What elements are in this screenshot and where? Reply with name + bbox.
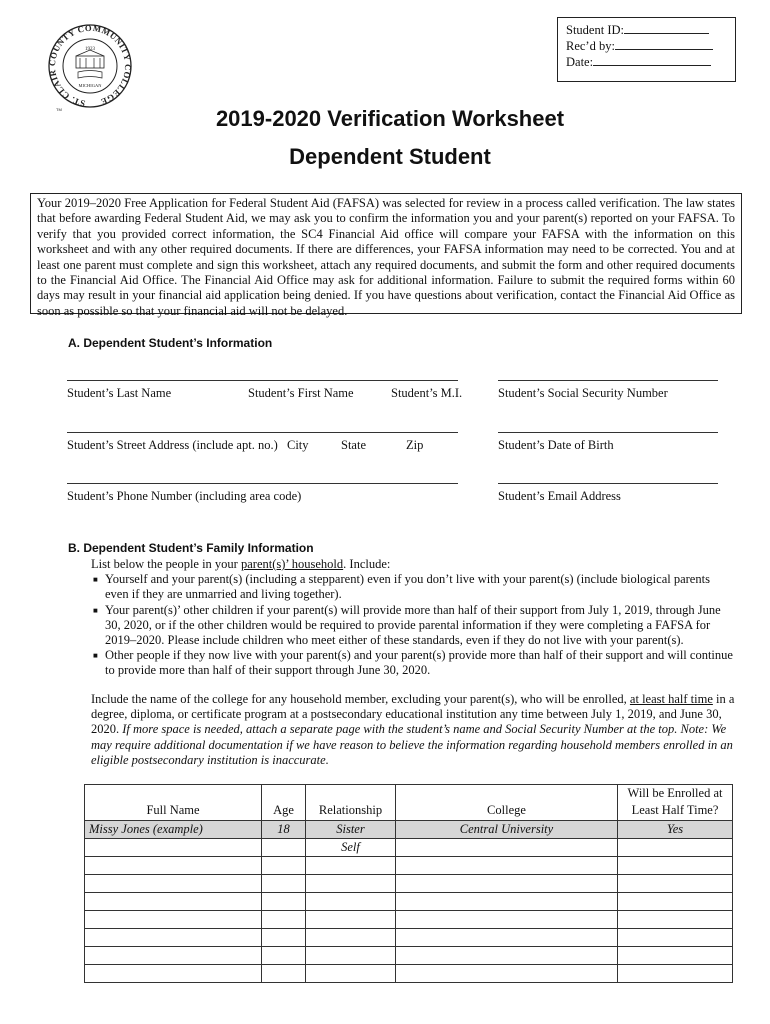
college-cell[interactable]	[396, 947, 618, 965]
enrolled-cell[interactable]	[618, 929, 733, 947]
student-id-field[interactable]	[624, 22, 709, 34]
college-cell[interactable]	[396, 875, 618, 893]
page-title	[150, 100, 630, 176]
section-b-title: B. Dependent Student’s Family Information	[68, 541, 314, 555]
last-name-label: Student’s Last Name	[67, 386, 172, 400]
household-table	[84, 784, 733, 983]
phone-label: Student’s Phone Number (including area code)	[67, 489, 302, 503]
ssn-field-line[interactable]	[498, 380, 718, 381]
address-fields-line[interactable]	[67, 432, 458, 433]
ssn-label: Student’s Social Security Number	[498, 386, 668, 400]
svg-text:1923: 1923	[85, 47, 95, 52]
example-college: Central University	[396, 821, 618, 839]
enrolled-cell[interactable]	[618, 893, 733, 911]
example-relationship: Sister	[306, 821, 396, 839]
table-row	[85, 965, 733, 983]
relationship-cell[interactable]	[306, 911, 396, 929]
enrolled-cell[interactable]	[618, 947, 733, 965]
header-college: College	[396, 785, 618, 821]
age-cell[interactable]	[262, 839, 306, 857]
college-cell[interactable]	[396, 839, 618, 857]
college-cell[interactable]	[396, 911, 618, 929]
date-field[interactable]	[593, 54, 711, 66]
table-row-example	[85, 821, 733, 839]
college-cell[interactable]	[396, 857, 618, 875]
email-label: Student’s Email Address	[498, 489, 621, 503]
enrolled-cell[interactable]	[618, 875, 733, 893]
relationship-cell[interactable]	[306, 893, 396, 911]
age-cell[interactable]	[262, 875, 306, 893]
state-label: State	[341, 438, 366, 452]
header-full-name: Full Name	[85, 785, 262, 821]
name-cell[interactable]	[85, 965, 262, 983]
college-cell[interactable]	[396, 893, 618, 911]
table-row	[85, 857, 733, 875]
header-age: Age	[262, 785, 306, 821]
name-cell[interactable]	[85, 875, 262, 893]
phone-field-line[interactable]	[67, 483, 458, 484]
date-label: Date:	[566, 55, 594, 69]
dob-field-line[interactable]	[498, 432, 718, 433]
college-cell[interactable]	[396, 929, 618, 947]
svg-text:TM: TM	[56, 107, 62, 112]
svg-text:MICHIGAN: MICHIGAN	[78, 83, 102, 88]
household-instructions	[91, 557, 736, 679]
table-row	[85, 929, 733, 947]
age-cell[interactable]	[262, 929, 306, 947]
age-cell[interactable]	[262, 911, 306, 929]
recd-by-field[interactable]	[615, 38, 713, 50]
email-field-line[interactable]	[498, 483, 718, 484]
header-enrolled: Will be Enrolled at Least Half Time?	[618, 785, 733, 821]
age-cell[interactable]	[262, 947, 306, 965]
table-row	[85, 839, 733, 857]
name-cell[interactable]	[85, 893, 262, 911]
age-cell[interactable]	[262, 857, 306, 875]
college-instructions: Include the name of the college for any household member, excluding your parent(s), who will be enrolled, at least half time in a degree, diploma, or certificate program at a postsecondary educational institution any time between July 1, 2019, and June 30, 2020. If more space is needed, attach a separate page with the student’s name and Social Security Number at the top. Note: We may require additional documentation if we have reason to believe the information regarding household members enrolled in an eligible postsecondary institution is inaccurate.	[91, 692, 735, 767]
enrolled-cell[interactable]	[618, 857, 733, 875]
bullet-item: ■ Yourself and your parent(s) (including a stepparent) even if you don’t live with your parent(s) (include biological parents even if they are unmarried and living together).	[93, 572, 710, 602]
enrolled-cell[interactable]	[618, 911, 733, 929]
age-cell[interactable]	[262, 893, 306, 911]
mi-label: Student’s M.I.	[391, 386, 463, 400]
household-intro: List below the people in your parent(s)’ household. Include:	[91, 557, 391, 571]
student-id-label: Student ID:	[566, 23, 624, 37]
relationship-cell[interactable]	[306, 875, 396, 893]
table-row	[85, 911, 733, 929]
zip-label: Zip	[406, 438, 424, 452]
bullet-item: ■ Your parent(s)’ other children if your parent(s) will provide more than half of their support from July 1, 2019, through June 30, 2020, or if the other children would be required to provide parental information if they were completing a FAFSA for 2019–2020. Please include children who meet either of these standards, even if they do not live with your parent(s).	[93, 602, 721, 648]
title-line-1: 2019-2020 Verification Worksheet	[215, 106, 565, 131]
intro-text: Your 2019–2020 Free Application for Federal Student Aid (FAFSA) was selected for review in a process called verification. The law states that before awarding Federal Student Aid, we may ask you to confirm the information you and your parent(s) reported on your FAFSA. To verify that you provided correct information, the SC4 Financial Aid office will compare your FAFSA with the information on this worksheet and with any other required documents. If there are differences, your FAFSA information may need to be corrected. You and at least one parent must complete and sign this worksheet, attach any required documents, and submit the form and other required documents to the Financial Aid Office. The Financial Aid Office may ask for additional information. Failure to submit the required forms within 60 days may result in your financial aid application being denied. If you have questions about verification, contact the Financial Aid Office as soon as possible so that your financial aid will not be delayed.	[37, 196, 735, 318]
example-name: Missy Jones (example)	[85, 821, 262, 839]
office-use-box	[557, 17, 736, 82]
intro-box	[30, 193, 742, 318]
name-fields-line[interactable]	[67, 380, 458, 381]
example-age: 18	[262, 821, 306, 839]
name-cell[interactable]	[85, 911, 262, 929]
relationship-cell-self: Self	[306, 839, 396, 857]
street-label: Student’s Street Address (include apt. no.)	[67, 438, 278, 452]
example-enrolled: Yes	[618, 821, 733, 839]
bullet-item: ■ Other people if they now live with your parent(s) and your parent(s) provide more than half of their support and will continue to provide more than half of their support through June 30, 2020.	[93, 648, 733, 678]
name-cell[interactable]	[85, 929, 262, 947]
recd-by-label: Rec’d by:	[566, 39, 615, 53]
relationship-cell[interactable]	[306, 857, 396, 875]
enrolled-cell[interactable]	[618, 965, 733, 983]
title-line-2: Dependent Student	[289, 144, 491, 169]
table-row	[85, 893, 733, 911]
college-seal-logo	[46, 23, 134, 117]
relationship-cell[interactable]	[306, 929, 396, 947]
household-bullets	[91, 572, 736, 678]
enrolled-cell[interactable]	[618, 839, 733, 857]
age-cell[interactable]	[262, 965, 306, 983]
relationship-cell[interactable]	[306, 947, 396, 965]
svg-text:ST. CLAIR COUNTY COMMUNITY COL: ST. CLAIR COUNTY COMMUNITY COLLEGE	[46, 23, 134, 109]
header-relationship: Relationship	[306, 785, 396, 821]
first-name-label: Student’s First Name	[248, 386, 354, 400]
name-cell[interactable]	[85, 839, 262, 857]
city-label: City	[287, 438, 309, 452]
college-cell[interactable]	[396, 965, 618, 983]
table-header-row	[85, 785, 733, 821]
table-row	[85, 875, 733, 893]
name-cell[interactable]	[85, 857, 262, 875]
section-a-title: A. Dependent Student’s Information	[68, 336, 273, 350]
table-row	[85, 947, 733, 965]
name-cell[interactable]	[85, 947, 262, 965]
relationship-cell[interactable]	[306, 965, 396, 983]
dob-label: Student’s Date of Birth	[498, 438, 614, 452]
